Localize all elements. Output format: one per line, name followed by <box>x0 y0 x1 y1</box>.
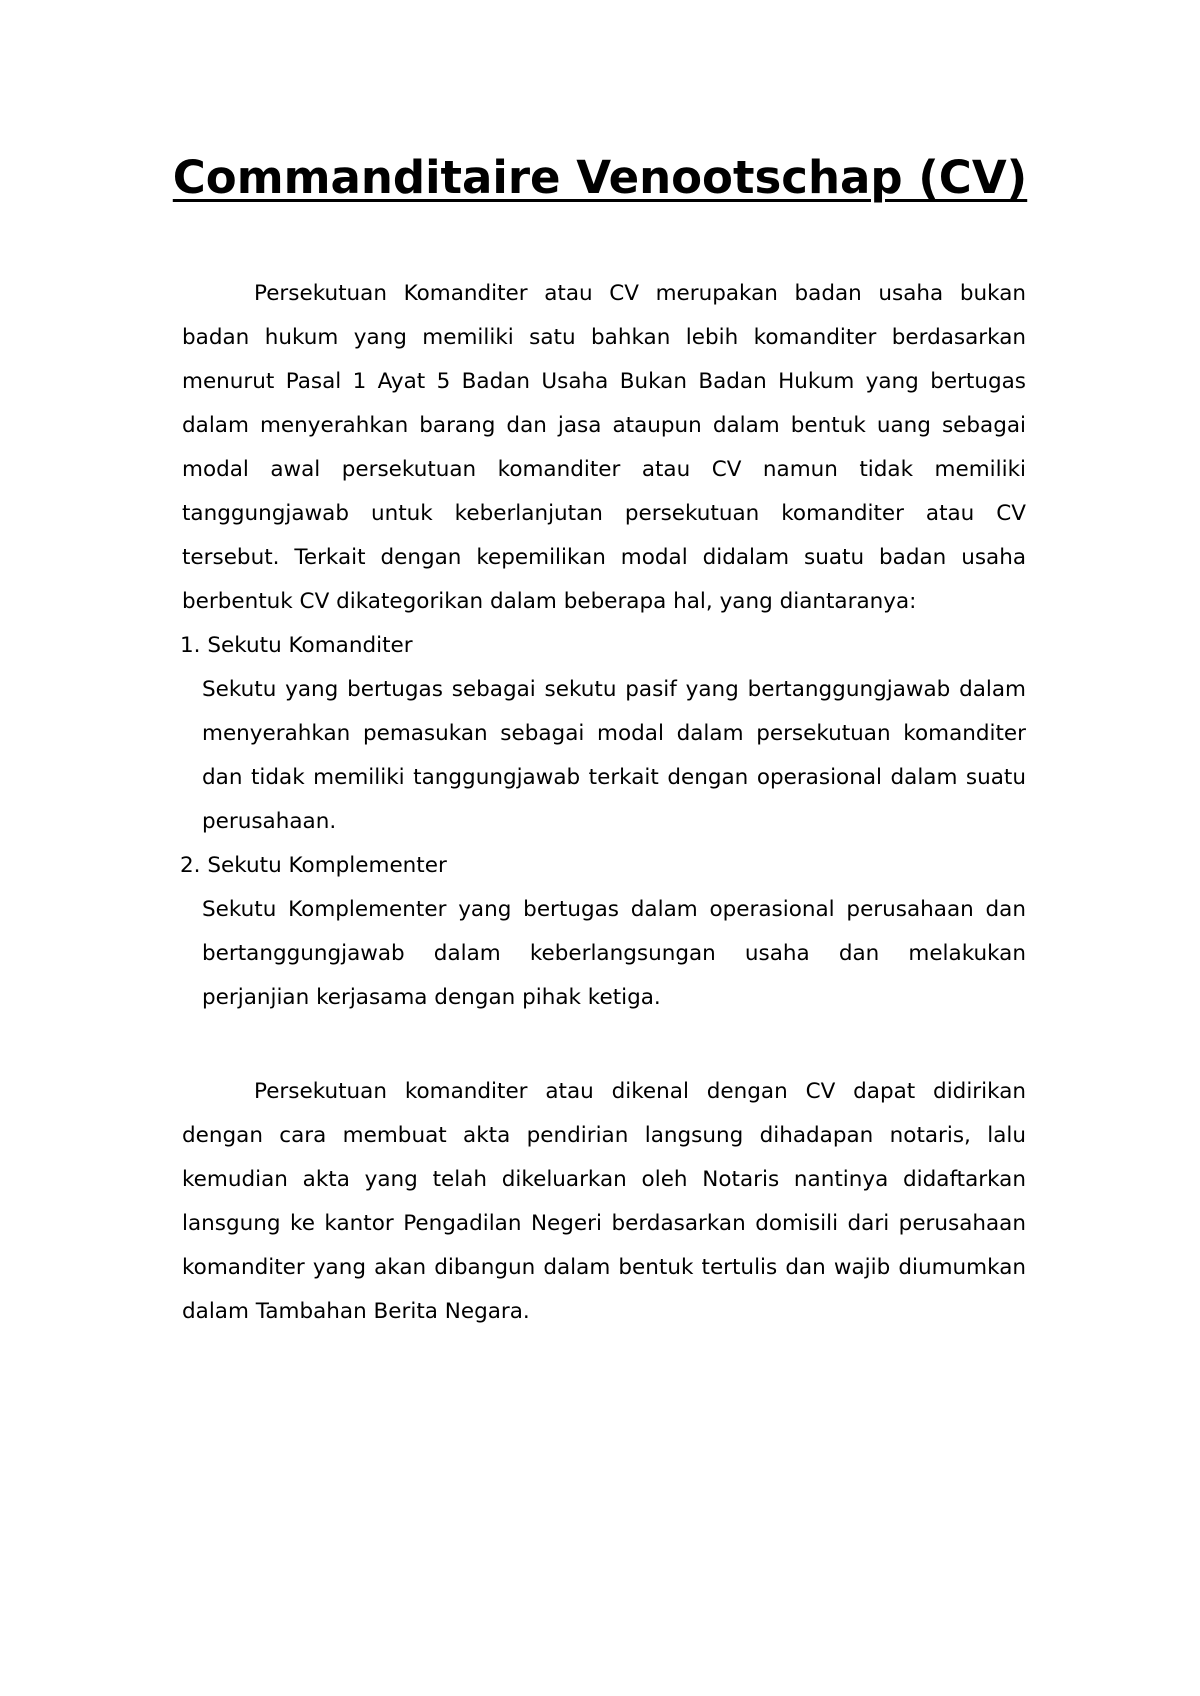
list-item <box>180 624 1026 844</box>
list-item-heading: 2. Sekutu Komplementer <box>180 853 447 878</box>
list-item-description: Sekutu Komplementer yang bertugas dalam operasional perusahaan dan bertanggungjawab dalam keberlangsungan usaha dan melakukan perjanjian kerjasama dengan pihak ketiga. <box>202 897 1026 1010</box>
intro-paragraph: Persekutuan Komanditer atau CV merupakan badan usaha bukan badan hukum yang memiliki satu bahkan lebih komanditer berdasarkan menurut Pasal 1 Ayat 5 Badan Usaha Bukan Badan Hukum yang bertugas dalam menyerahkan barang dan jasa ataupun dalam bentuk uang sebagai modal awal persekutuan komanditer atau CV namun tidak memiliki tanggungjawab untuk keberlanjutan persekutuan komanditer atau CV tersebut. Terkait dengan kepemilikan modal didalam suatu badan usaha berbentuk CV dikategorikan dalam beberapa hal, yang diantaranya: <box>182 281 1026 614</box>
list-item <box>180 844 1026 1020</box>
document-title: Commanditaire Venootschap (CV) <box>172 151 1028 204</box>
list-item-heading: 1. Sekutu Komanditer <box>180 633 413 658</box>
list-item-description: Sekutu yang bertugas sebagai sekutu pasif yang bertanggungjawab dalam menyerahkan pemasukan sebagai modal dalam persekutuan komanditer dan tidak memiliki tanggungjawab terkait dengan operasional dalam suatu perusahaan. <box>202 677 1026 834</box>
ownership-list <box>180 624 1026 1020</box>
closing-paragraph: Persekutuan komanditer atau dikenal dengan CV dapat didirikan dengan cara membuat akta pendirian langsung dihadapan notaris, lalu kemudian akta yang telah dikeluarkan oleh Notaris nantinya didaftarkan lansgung ke kantor Pengadilan Negeri berdasarkan domisili dari perusahaan komanditer yang akan dibangun dalam bentuk tertulis dan wajib diumumkan dalam Tambahan Berita Negara. <box>182 1079 1026 1324</box>
